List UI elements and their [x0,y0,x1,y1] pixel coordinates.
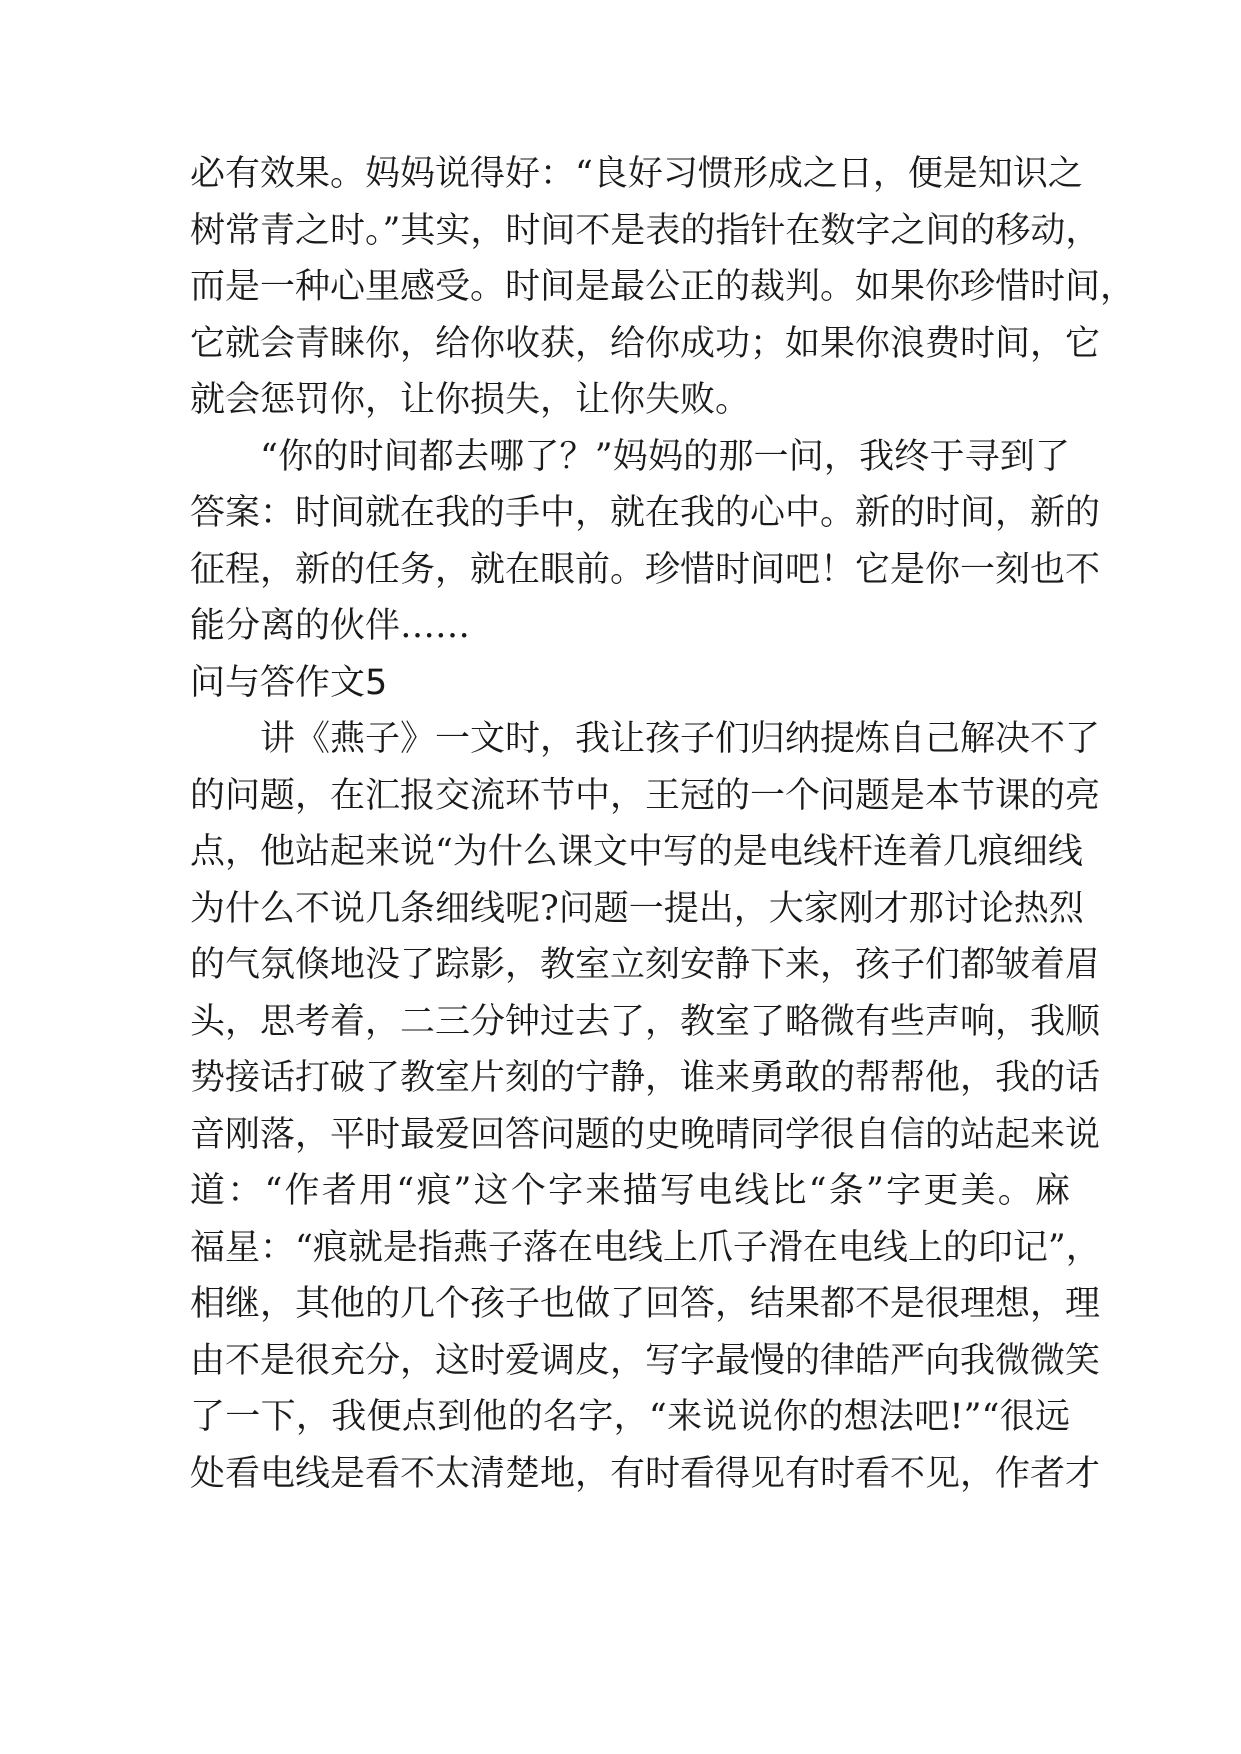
section-heading: 问与答作文5 [190,662,388,703]
paragraph-continued [190,146,1136,429]
text-line: 了一下，我便点到他的名字，“来说说你的想法吧!”“很远 [190,1397,1070,1437]
text-line: 头，思考着，二三分钟过去了，教室了略微有些声响，我顺 [190,1001,1101,1042]
text-line: 讲《燕子》一文时，我让孩子们归纳提炼自己解决不了 [260,719,1101,759]
text-line: 点，他站起来说“为什么课文中写的是电线杆连着几痕细线 [190,832,1083,872]
text-line: 它就会青睐你，给你收获，给你成功；如果你浪费时间，它 [190,323,1101,364]
text-line: 势接话打破了教室片刻的宁静，谁来勇敢的帮帮他，我的话 [190,1058,1101,1098]
paragraph-answer [190,429,1101,655]
text-line: 而是一种心里感受。时间是最公正的裁判。如果你珍惜时间， [190,267,1136,307]
text-line: 为什么不说几条细线呢?问题一提出，大家刚才那讨论热烈 [190,888,1084,929]
text-line: 能分离的伙伴…… [190,606,471,646]
text-line: 必有效果。妈妈说得好：“良好习惯形成之日，便是知识之 [190,154,1083,194]
text-line: 音刚落，平时最爱回答问题的史晚晴同学很自信的站起来说 [190,1114,1101,1155]
text-line: “你的时间都去哪了？”妈妈的那一问，我终于寻到了 [260,436,1070,477]
paragraph-swallow [190,711,1101,1502]
document-body [190,146,1136,1502]
text-line: 福星：“痕就是指燕子落在电线上爪子滑在电线上的印记”， [190,1227,1101,1268]
text-line: 答案：时间就在我的手中，就在我的心中。新的时间，新的 [190,493,1101,533]
text-line: 道：“作者用“痕”这个字来描写电线比“条”字更美。麻 [190,1171,1070,1211]
text-line: 由不是很充分，这时爱调皮，写字最慢的律皓严向我微微笑 [190,1340,1101,1381]
text-line: 处看电线是看不太清楚地，有时看得见有时看不见，作者才 [190,1453,1101,1494]
text-line: 就会惩罚你，让你损失，让你失败。 [190,380,751,420]
text-line: 的问题，在汇报交流环节中，王冠的一个问题是本节课的亮 [190,775,1101,816]
text-line: 相继，其他的几个孩子也做了回答，结果都不是很理想，理 [190,1284,1101,1324]
text-line: 征程，新的任务，就在眼前。珍惜时间吧！它是你一刻也不 [190,549,1101,590]
text-line: 的气氛倏地没了踪影，教室立刻安静下来，孩子们都皱着眉 [190,945,1101,985]
text-line: 树常青之时。”其实，时间不是表的指针在数字之间的移动， [190,210,1101,251]
